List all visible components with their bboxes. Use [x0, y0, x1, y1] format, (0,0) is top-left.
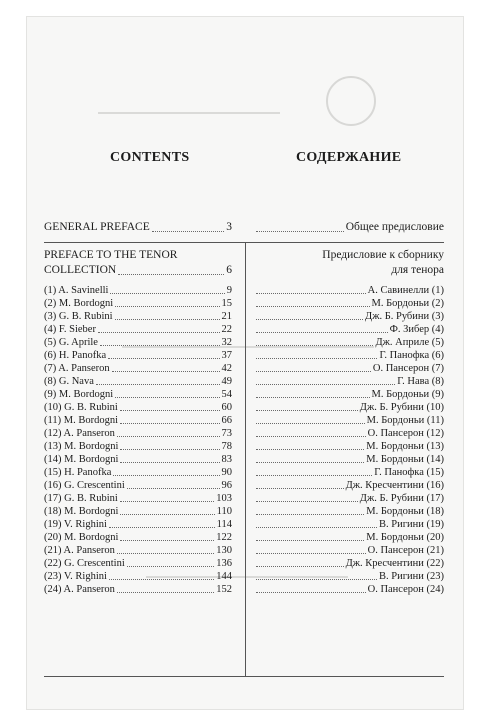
page-number: 122: [216, 532, 232, 543]
page-number: 144: [216, 571, 232, 582]
column-divider: [245, 242, 246, 676]
entry-title: Г. Панофка (15): [374, 467, 444, 478]
entry-title: (15) H. Panofka: [44, 467, 112, 478]
entry-title: Ф. Зибер (4): [389, 324, 444, 335]
entry-title: В. Ригини (23): [379, 571, 444, 582]
toc-entry[interactable]: [44, 284, 232, 297]
toc-entry-ru[interactable]: [254, 375, 444, 388]
dot-leader: [256, 345, 373, 346]
page-number: 6: [226, 264, 232, 276]
dot-leader: [120, 462, 219, 463]
dot-leader: [256, 371, 371, 372]
toc-entry-ru[interactable]: [254, 479, 444, 492]
dot-leader: [256, 475, 372, 476]
entry-title: (8) G. Nava: [44, 376, 94, 387]
toc-entry[interactable]: [44, 336, 232, 349]
entry-title: Г. Панофка (6): [379, 350, 444, 361]
page-number: 42: [221, 363, 232, 374]
entry-title: Общее предисловие: [345, 221, 444, 233]
page-number: 130: [216, 545, 232, 556]
entry-title: (1) A. Savinelli: [44, 285, 109, 296]
toc-entry[interactable]: [44, 544, 232, 557]
toc-entry-ru[interactable]: [254, 323, 444, 336]
toc-entry-ru[interactable]: [254, 531, 444, 544]
entry-title: (20) M. Bordogni: [44, 532, 119, 543]
page-number: 32: [221, 337, 232, 348]
entry-title: (12) A. Panseron: [44, 428, 115, 439]
toc-entry[interactable]: [44, 518, 232, 531]
page-number: 83: [221, 454, 232, 465]
entry-title: М. Бордоньи (13): [366, 441, 444, 452]
toc-entry-ru[interactable]: [254, 505, 444, 518]
toc-entry[interactable]: [44, 362, 232, 375]
page-number: 37: [221, 350, 232, 361]
dot-leader: [120, 423, 220, 424]
toc-entry[interactable]: [44, 492, 232, 505]
page-number: 114: [216, 519, 232, 530]
toc-entry-general-preface-ru[interactable]: [254, 220, 444, 235]
toc-entry-ru[interactable]: [254, 440, 444, 453]
toc-entry[interactable]: [44, 505, 232, 518]
toc-entry[interactable]: [44, 453, 232, 466]
contents-heading: CONTENTS: [110, 150, 190, 165]
entry-title: О. Пансерон (24): [367, 584, 444, 595]
entry-title: (22) G. Crescentini: [44, 558, 125, 569]
toc-entry-ru[interactable]: [254, 453, 444, 466]
page-number: 96: [221, 480, 232, 491]
dot-leader: [100, 345, 220, 346]
toc-entry-ru[interactable]: [254, 492, 444, 505]
dot-leader: [256, 592, 366, 593]
toc-entry-ru[interactable]: [254, 310, 444, 323]
toc-entry-ru[interactable]: [254, 414, 444, 427]
dot-leader: [120, 514, 214, 515]
dot-leader: [256, 527, 377, 528]
toc-entry-ru[interactable]: [254, 388, 444, 401]
toc-entry-ru[interactable]: [254, 336, 444, 349]
page-number: 22: [221, 324, 232, 335]
entry-title: (3) G. B. Rubini: [44, 311, 113, 322]
dot-leader: [109, 579, 214, 580]
entry-title: М. Бордоньи (2): [371, 298, 444, 309]
entry-title: М. Бордоньи (14): [366, 454, 444, 465]
dot-leader: [256, 514, 364, 515]
toc-entry[interactable]: [44, 349, 232, 362]
entry-title: (13) M. Bordogni: [44, 441, 119, 452]
entry-title: (4) F. Sieber: [44, 324, 96, 335]
entry-title: О. Пансерон (12): [367, 428, 444, 439]
toc-entry[interactable]: [44, 440, 232, 453]
dot-leader: [256, 462, 364, 463]
toc-entry-ru[interactable]: [254, 401, 444, 414]
book-page: [26, 16, 464, 710]
toc-entry-general-preface[interactable]: [44, 220, 232, 235]
toc-entry-ru[interactable]: [254, 557, 444, 570]
page-number: 152: [216, 584, 232, 595]
dot-leader: [256, 423, 365, 424]
dot-leader: [112, 371, 220, 372]
toc-entry[interactable]: [44, 388, 232, 401]
dot-leader: [152, 231, 225, 232]
entry-title: Г. Нава (8): [397, 376, 444, 387]
dot-leader: [113, 475, 219, 476]
page-number: 49: [221, 376, 232, 387]
toc-entry[interactable]: [44, 570, 232, 583]
toc-entry[interactable]: [44, 531, 232, 544]
toc-entry[interactable]: [44, 310, 232, 323]
toc-entry[interactable]: [44, 323, 232, 336]
toc-entry-ru[interactable]: [254, 297, 444, 310]
page-number: 78: [221, 441, 232, 452]
toc-entry-tenor-preface-ru[interactable]: [254, 263, 444, 278]
page-number: 66: [221, 415, 232, 426]
toc-entry[interactable]: [44, 401, 232, 414]
entry-title: Дж. Априле (5): [375, 337, 444, 348]
page-number: 110: [216, 506, 232, 517]
dot-leader: [117, 553, 214, 554]
toc-entry-ru[interactable]: [254, 518, 444, 531]
dot-leader: [109, 527, 215, 528]
dot-leader: [256, 410, 358, 411]
dot-leader: [117, 592, 214, 593]
entry-title: (17) G. B. Rubini: [44, 493, 118, 504]
dot-leader: [115, 306, 219, 307]
toc-entry-ru[interactable]: [254, 544, 444, 557]
page-number: 21: [221, 311, 232, 322]
toc-entry-ru[interactable]: [254, 466, 444, 479]
toc-entry-ru[interactable]: [254, 427, 444, 440]
dot-leader: [256, 231, 344, 232]
entry-title: (6) H. Panofka: [44, 350, 107, 361]
page-number: 60: [221, 402, 232, 413]
dot-leader: [256, 306, 370, 307]
dot-leader: [117, 436, 220, 437]
toc-entry-ru[interactable]: [254, 284, 444, 297]
toc-entry-ru[interactable]: [254, 349, 444, 362]
entry-title: (24) A. Panseron: [44, 584, 115, 595]
dot-leader: [120, 410, 220, 411]
entry-title: О. Пансерон (7): [372, 363, 444, 374]
page-number: 15: [221, 298, 232, 309]
entry-title: (14) M. Bordogni: [44, 454, 119, 465]
entry-title: (5) G. Aprile: [44, 337, 98, 348]
entry-title: Дж. Кресчентини (22): [345, 558, 444, 569]
page-number: 136: [216, 558, 232, 569]
toc-entry[interactable]: [44, 466, 232, 479]
dot-leader: [256, 579, 377, 580]
russian-contents-column: [254, 220, 444, 596]
toc-entry-tenor-preface[interactable]: [44, 263, 232, 278]
toc-entry-ru[interactable]: [254, 362, 444, 375]
toc-entry[interactable]: [44, 297, 232, 310]
bleed-through-rule: [98, 112, 280, 114]
dot-leader: [256, 540, 364, 541]
entry-title: (9) M. Bordogni: [44, 389, 114, 400]
dot-leader: [115, 319, 220, 320]
entry-title: М. Бордоньи (18): [366, 506, 444, 517]
entry-title: (23) V. Righini: [44, 571, 107, 582]
dot-leader: [115, 397, 219, 398]
page-number: 73: [221, 428, 232, 439]
entry-title: Дж. Б. Рубини (3): [365, 311, 444, 322]
dot-leader: [120, 540, 214, 541]
entry-title: В. Ригини (19): [379, 519, 444, 530]
toc-entry[interactable]: [44, 414, 232, 427]
entry-title: О. Пансерон (21): [367, 545, 444, 556]
dot-leader: [256, 293, 366, 294]
dot-leader: [118, 274, 224, 275]
entry-title: (7) A. Panseron: [44, 363, 110, 374]
dot-leader: [127, 488, 220, 489]
dot-leader: [256, 566, 344, 567]
entry-title: GENERAL PREFACE: [44, 221, 150, 233]
entry-title: Дж. Кресчентини (16): [345, 480, 444, 491]
dot-leader: [256, 384, 395, 385]
dot-leader: [120, 449, 219, 450]
toc-entry[interactable]: [44, 375, 232, 388]
entry-title-line1: Предисловие к сборнику: [322, 249, 444, 261]
entry-title-line1: PREFACE TO THE TENOR: [44, 249, 178, 261]
toc-entry[interactable]: [44, 557, 232, 570]
bleed-through-emblem: [326, 76, 376, 126]
page-number: 3: [226, 221, 232, 233]
toc-entry[interactable]: [44, 427, 232, 440]
entry-title: (18) M. Bordogni: [44, 506, 119, 517]
entry-title: (16) G. Crescentini: [44, 480, 125, 491]
entry-title: (11) M. Bordogni: [44, 415, 118, 426]
dot-leader: [256, 358, 377, 359]
dot-leader: [256, 397, 370, 398]
dot-leader: [256, 319, 363, 320]
toc-entry[interactable]: [44, 479, 232, 492]
page-number: 103: [216, 493, 232, 504]
entry-title: (2) M. Bordogni: [44, 298, 114, 309]
dot-leader: [256, 332, 388, 333]
entry-title: Дж. Б. Рубини (17): [359, 493, 444, 504]
entry-title: (19) V. Righini: [44, 519, 107, 530]
dot-leader: [256, 488, 344, 489]
toc-entry-ru[interactable]: [254, 570, 444, 583]
page-number: 9: [226, 285, 232, 296]
dot-leader: [98, 332, 220, 333]
entry-title: М. Бордоньи (9): [371, 389, 444, 400]
dot-leader: [256, 436, 366, 437]
dot-leader: [256, 553, 366, 554]
dot-leader: [256, 501, 358, 502]
entry-title: А. Савинелли (1): [367, 285, 444, 296]
entry-title-line2: для тенора: [391, 264, 444, 276]
dot-leader: [96, 384, 220, 385]
entry-title-line2: COLLECTION: [44, 264, 117, 276]
dot-leader: [127, 566, 214, 567]
dot-leader: [110, 293, 224, 294]
page-number: 54: [221, 389, 232, 400]
entry-title: (21) A. Panseron: [44, 545, 115, 556]
dot-leader: [120, 501, 214, 502]
toc-entry-ru[interactable]: [254, 583, 444, 596]
dot-leader: [256, 449, 364, 450]
table-bottom-rule: [44, 676, 444, 677]
entry-title: М. Бордоньи (11): [366, 415, 444, 426]
entry-title: (10) G. B. Rubini: [44, 402, 118, 413]
dot-leader: [108, 358, 219, 359]
page-number: 90: [221, 467, 232, 478]
entry-title: Дж. Б. Рубини (10): [359, 402, 444, 413]
entry-title: М. Бордоньи (20): [366, 532, 444, 543]
english-contents-column: [44, 220, 232, 596]
contents-heading-russian: СОДЕРЖАНИЕ: [296, 150, 402, 165]
toc-entry[interactable]: [44, 583, 232, 596]
